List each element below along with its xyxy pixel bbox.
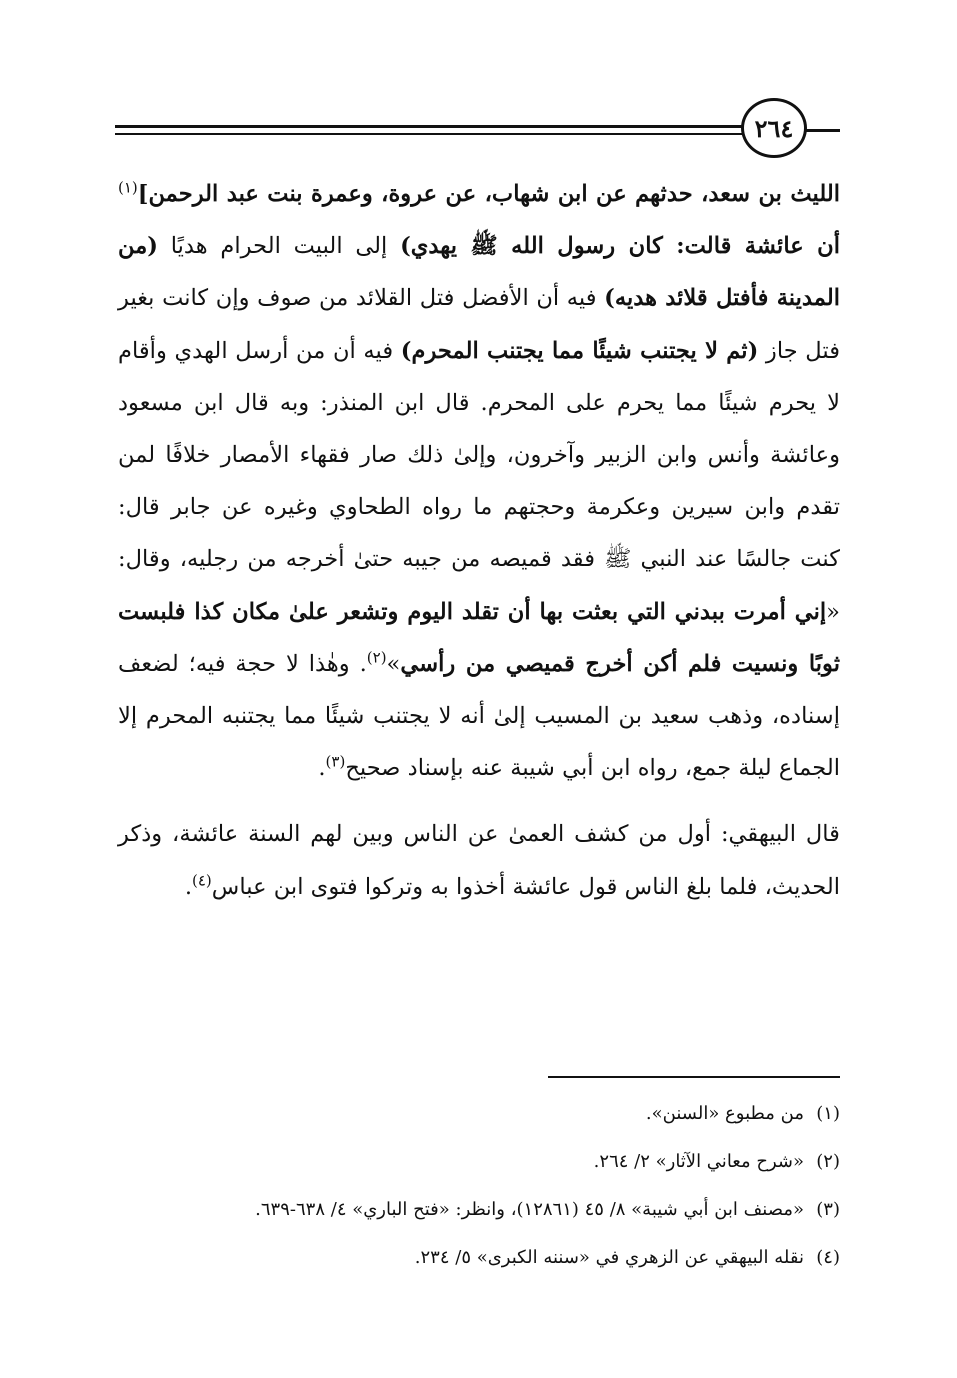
footnote-number: (١) bbox=[816, 1103, 840, 1124]
footnote-ref: (٢) bbox=[366, 648, 387, 667]
footnote bbox=[118, 1234, 840, 1282]
footnote-number: (٢) bbox=[816, 1151, 840, 1172]
footnote-number: (٣) bbox=[816, 1199, 840, 1220]
header-rule-right bbox=[805, 129, 840, 132]
footnote-text: «شرح معاني الآثار» ٢/ ٢٦٤. bbox=[593, 1151, 804, 1172]
commentary-text: قال البيهقي: أول من كشف العمىٰ عن الناس وبين لهم السنة عائشة، وذكر الحديث، فلما بلغ الناس قول عائشة أخذوا به وتركوا فتوى ابن عباس bbox=[118, 821, 840, 900]
footnote bbox=[118, 1090, 840, 1138]
commentary-text: . bbox=[318, 755, 326, 782]
main-text bbox=[118, 168, 840, 913]
quoted-text: أن عائشة قالت: كان رسول الله ﷺ يهدي) bbox=[400, 233, 840, 260]
header-rule-bottom bbox=[115, 133, 747, 135]
footnote-text: نقله البيهقي عن الزهري في «سننه الكبرى» ٥/ ٢٣٤. bbox=[414, 1247, 804, 1268]
page-number: ٢٦٤ bbox=[741, 98, 807, 158]
footnote-ref: (٣) bbox=[325, 752, 346, 771]
commentary-text: فيه أن الأفضل فتل القلائد من صوف وإن كانت بغير فتل جاز bbox=[118, 285, 841, 364]
commentary-text: » bbox=[386, 650, 401, 677]
commentary-text: إلى البيت الحرام هديًا bbox=[158, 233, 401, 260]
quoted-text: الليث بن سعد، حدثهم عن ابن شهاب، عن عروة، وعمرة بنت عبد الرحمن] bbox=[137, 181, 840, 207]
quoted-text: (من المدينة فأفتل قلائد هديه) bbox=[118, 233, 840, 312]
page-header bbox=[115, 98, 840, 168]
quoted-text: (ثم لا يجتنب شيئًا مما يجتنب المحرم) bbox=[400, 337, 759, 364]
footnote-separator bbox=[548, 1076, 840, 1078]
quoted-text: إني أمرت ببدني التي بعثت بها أن تقلد اليوم وتشعر علىٰ مكان كذا فلبست ثوبًا ونسيت فلم أكن أخرج قميصي من رأسي bbox=[118, 598, 840, 677]
footnote-ref: (٤) bbox=[192, 871, 212, 890]
footnote bbox=[118, 1138, 840, 1186]
footnotes bbox=[118, 1090, 840, 1282]
commentary-text: . bbox=[184, 873, 192, 900]
footnote bbox=[118, 1186, 840, 1234]
commentary-text: . وهٰذا لا حجة فيه؛ لضعف إسناده، وذهب سعيد بن المسيب إلىٰ أنه لا يجتنب شيئًا مما يجتنبه المحرم إلا الجماع ليلة جمع، رواه ابن أبي شيبة عنه بإسناد صحيح bbox=[118, 650, 840, 782]
commentary-text: فيه أن من أرسل الهدي وأقام لا يحرم شيئًا مما يحرم على المحرم. قال ابن المنذر: وبه قال ابن مسعود وعائشة وأنس وابن الزبير وآخرون، وإلىٰ ذلك صار فقهاء الأمصار خلافًا لمن تقدم وابن سيرين وعكرمة وحجتهم ما رواه الطحاوي وغيره عن جابر قال: كنت جالسًا عند النبي ﷺ فقد قميصه من جيبه حتىٰ أخرجه من رجليه، وقال: « bbox=[118, 337, 840, 625]
footnote-text: «مصنف ابن أبي شيبة» ٨/ ٤٥ (١٢٨٦١)، وانظر: «فتح الباري» ٤/ ٦٣٨-٦٣٩. bbox=[255, 1199, 804, 1220]
paragraph bbox=[118, 808, 840, 912]
paragraph bbox=[118, 168, 840, 794]
header-rule-top bbox=[115, 125, 747, 128]
footnote-text: من مطبوع «السنن». bbox=[645, 1103, 804, 1124]
footnote-ref: (١) bbox=[118, 178, 138, 197]
footnote-number: (٤) bbox=[816, 1247, 840, 1268]
